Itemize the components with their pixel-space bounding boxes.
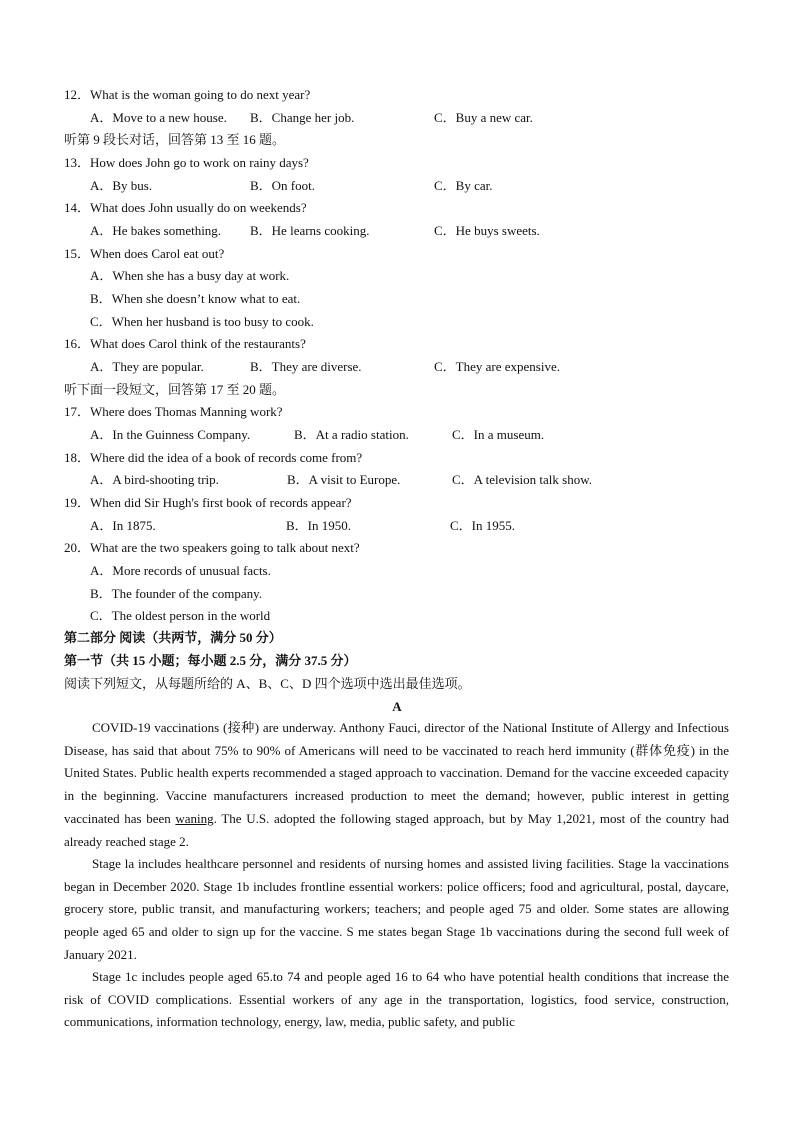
q13-option-a: A．By bus. [90,178,153,193]
question-16: 16．What does Carol think of the restaurants? [64,336,306,351]
q16-option-a: A．They are popular. [90,359,204,374]
q17-option-a: A．In the Guinness Company. [90,427,251,442]
q13-option-c: C．By car. [434,178,493,193]
question-18: 18．Where did the idea of a book of records come from? [64,450,363,465]
section-1-heading: 第一节（共 15 小题；每小题 2.5 分，满分 37.5 分） [64,653,357,668]
q12-option-a: A．Move to a new house. [90,110,227,125]
passage-paragraph-2 [64,853,729,967]
question-19: 19．When did Sir Hugh's first book of records appear? [64,495,352,510]
passage-paragraph-3 [64,966,729,1034]
q14-option-a: A．He bakes something. [90,223,222,238]
q14-option-b: B．He learns cooking. [250,223,370,238]
q14-option-c: C．He buys sweets. [434,223,540,238]
q20-option-a: A．More records of unusual facts. [90,563,271,578]
q18-option-c: C．A television talk show. [452,472,592,487]
question-12: 12．What is the woman going to do next year? [64,87,311,102]
question-15: 15．When does Carol eat out? [64,246,225,261]
paragraph-1-text-a: COVID-19 vaccinations (接种) are underway. Anthony Fauci, director of the National Institute of Allergy and Infectious Disease, has said that about 75% to 90% of Americans will need to be vaccinated to reach herd immunity (群体免疫) in the United States. Public health experts recommended a staged approach to vaccination. Demand for the vaccine exceeded capacity in the beginning. Vaccine manufacturers increased production to meet the demand; however, public interest in getting vaccinated has been [64,720,729,826]
q18-option-b: B．A visit to Europe. [287,472,401,487]
passage-label: A [392,699,402,714]
reading-instruction: 阅读下列短文，从每题所给的 A、B、C、D 四个选项中选出最佳选项。 [64,676,471,691]
q19-option-a: A．In 1875. [90,518,156,533]
passage-paragraph-1 [64,717,729,853]
q19-option-b: B．In 1950. [286,518,352,533]
q16-option-c: C．They are expensive. [434,359,560,374]
question-14: 14．What does John usually do on weekends? [64,200,307,215]
q18-option-a: A．A bird-shooting trip. [90,472,219,487]
question-20: 20．What are the two speakers going to talk about next? [64,540,360,555]
q15-option-a: A．When she has a busy day at work. [90,268,290,283]
listening-heading-10: 听下面一段短文，回答第 17 至 20 题。 [64,382,286,397]
q17-option-b: B．At a radio station. [294,427,409,442]
paragraph-1-text-b: . The U.S. adopted the following staged approach, but by May 1,2021, most of the country had already reached stage 2. [64,810,729,849]
q13-option-b: B．On foot. [250,178,316,193]
q15-option-c: C．When her husband is too busy to cook. [90,314,314,329]
paragraph-3-text: Stage 1c includes people aged 65.to 74 and people aged 16 to 64 who have potential health conditions that increase the risk of COVID complications. Essential workers of any age in the transportation, logistics, food service, construction, communications, information technology, energy, law, media, public safety, and public [64,969,729,1030]
q17-option-c: C．In a museum. [452,427,545,442]
q19-option-c: C．In 1955. [450,518,516,533]
q20-option-c: C．The oldest person in the world [90,608,271,623]
q20-option-b: B．The founder of the company. [90,586,263,601]
q16-option-b: B．They are diverse. [250,359,362,374]
part-2-heading: 第二部分 阅读（共两节，满分 50 分） [64,630,282,645]
q12-option-b: B．Change her job. [250,110,355,125]
q15-option-b: B．When she doesn’t know what to eat. [90,291,301,306]
listening-heading-9: 听第 9 段长对话，回答第 13 至 16 题。 [64,132,286,147]
underlined-word: waning [175,810,214,826]
question-13: 13．How does John go to work on rainy days? [64,155,309,170]
question-17: 17．Where does Thomas Manning work? [64,404,283,419]
q12-option-c: C．Buy a new car. [434,110,533,125]
paragraph-2-text: Stage la includes healthcare personnel and residents of nursing homes and assisted living facilities. Stage la vaccinations began in December 2020. Stage 1b includes frontline essential workers: police officers; food and agricultural, postal, daycare, grocery store, public transit, and manufacturing workers; teachers; and people aged 75 and older. Some states are allowing people aged 65 and older to sign up for the vaccine. S me states began Stage 1b vaccinations during the second full week of January 2021. [64,856,729,962]
